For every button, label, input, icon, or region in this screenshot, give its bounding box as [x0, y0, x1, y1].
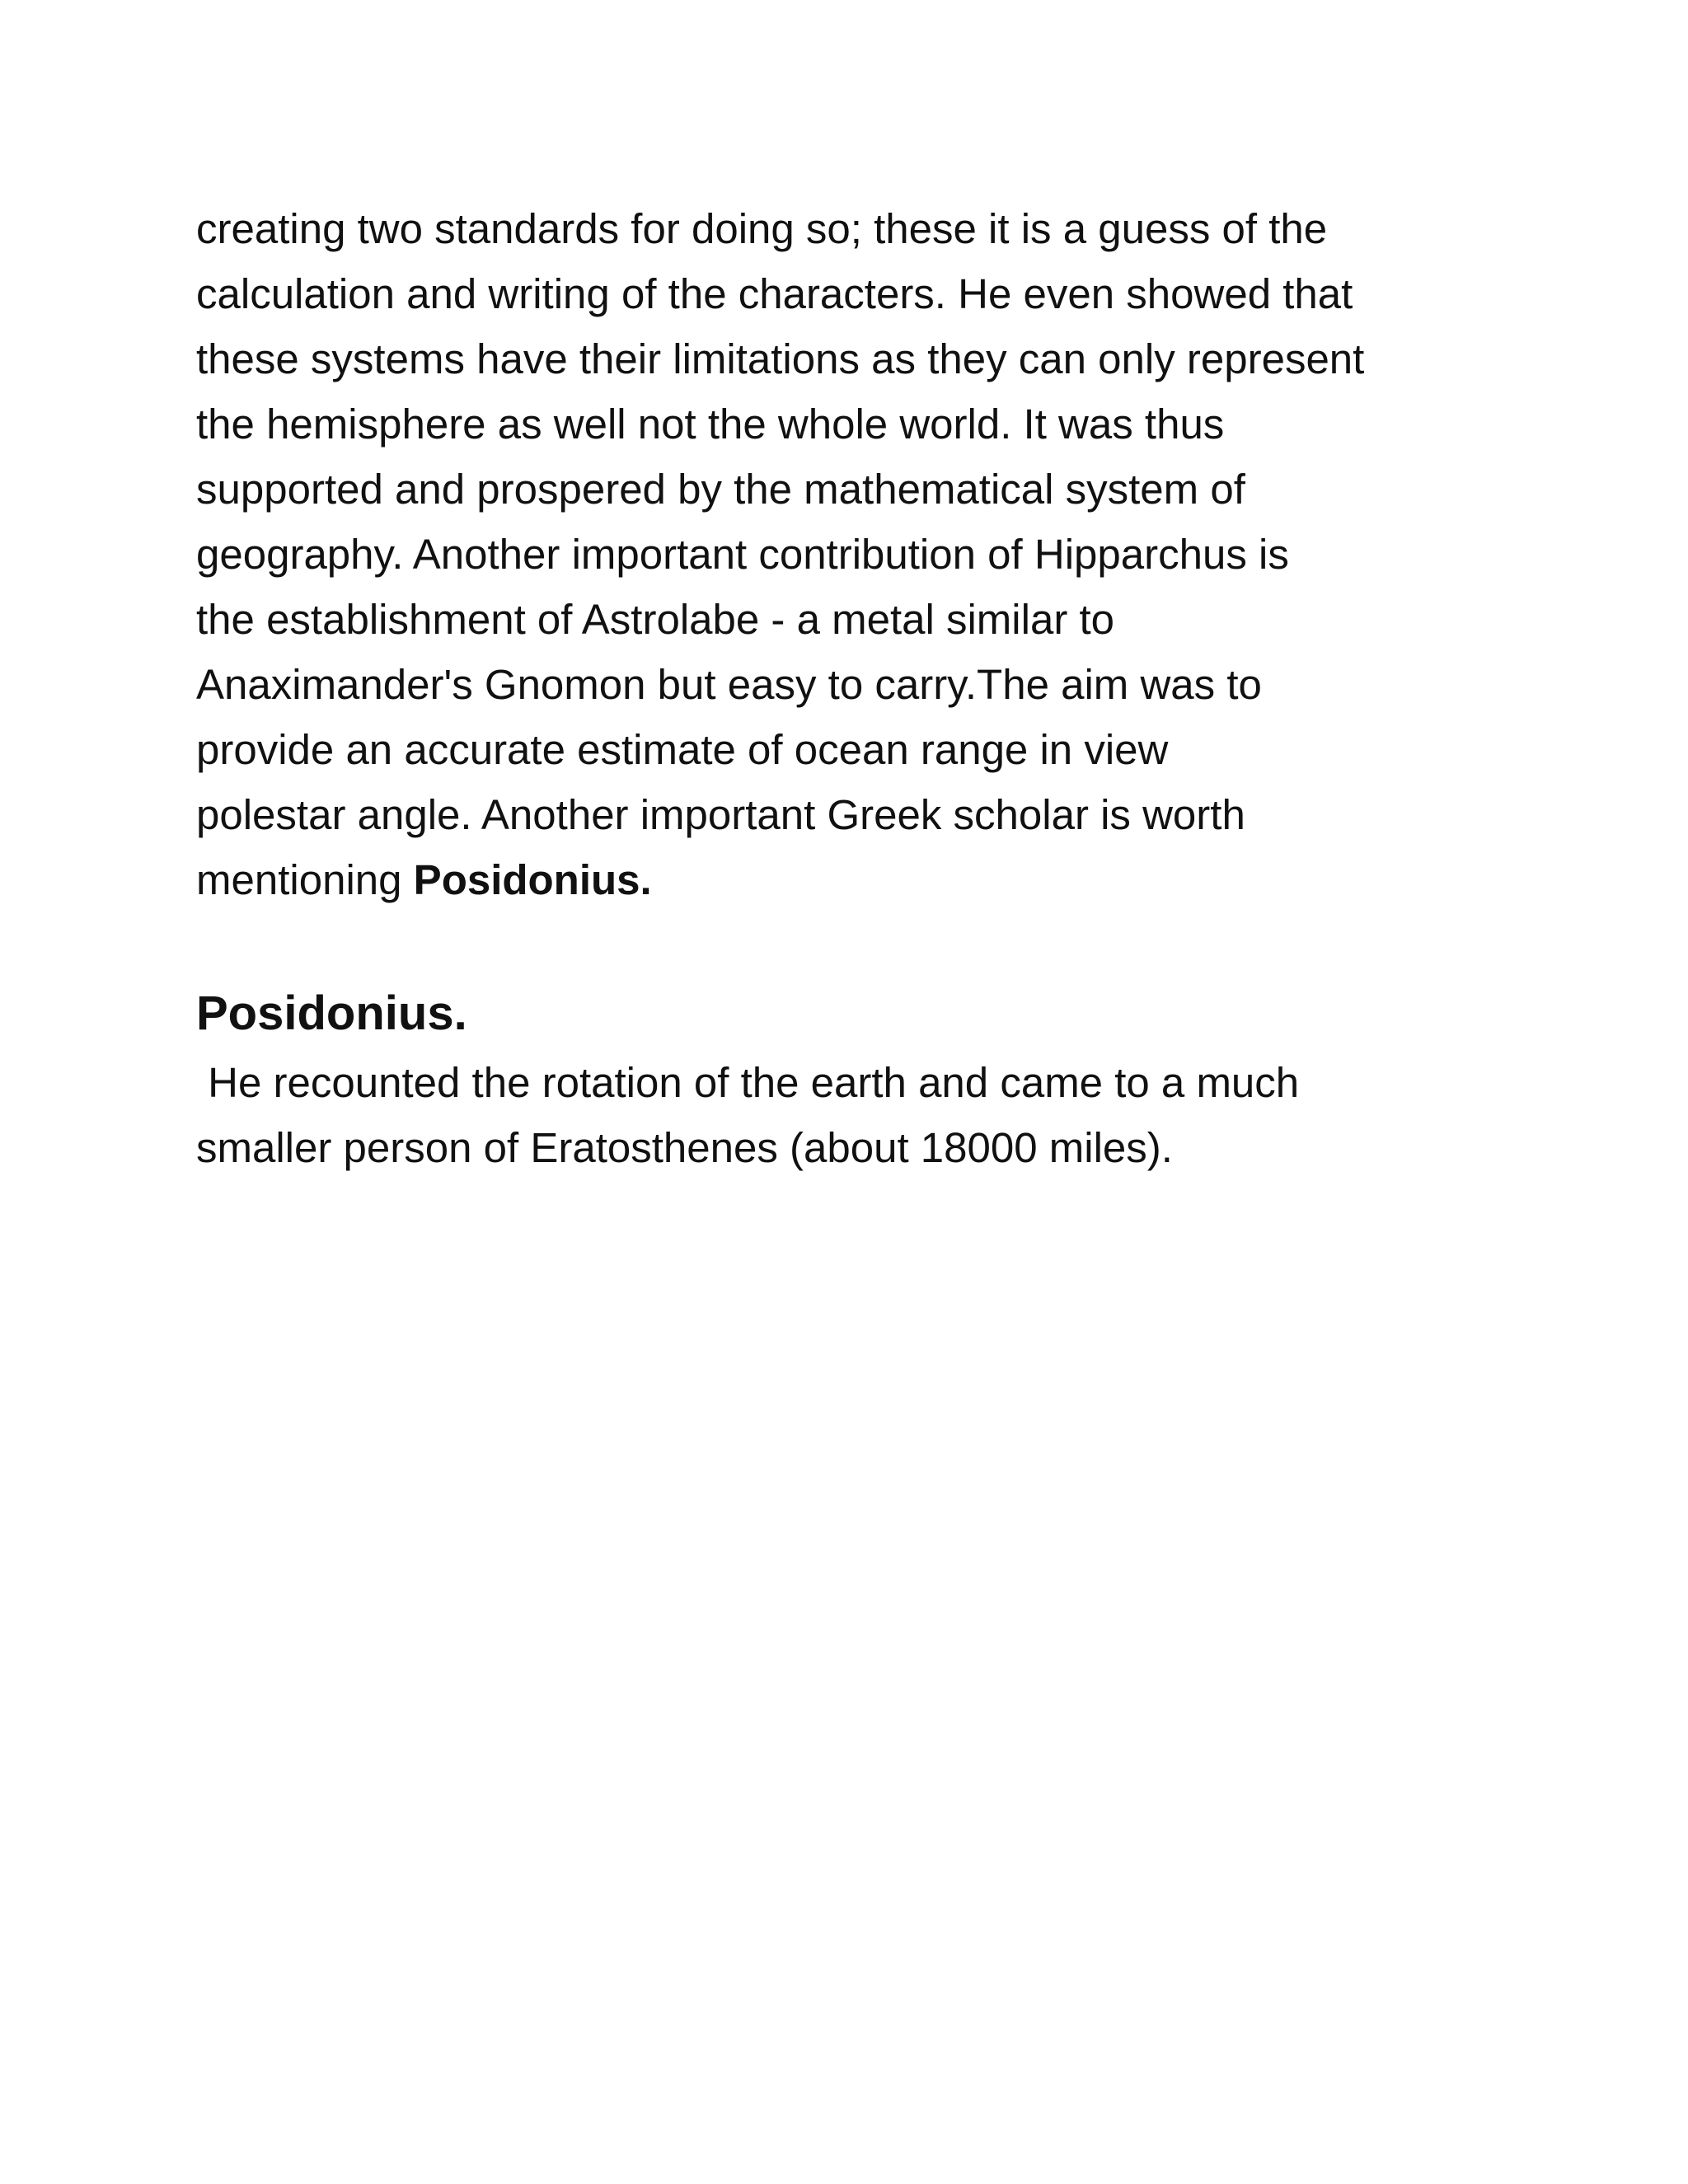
text-line: He recounted the rotation of the earth and came to a much: [196, 1059, 1300, 1106]
text-line: polestar angle. Another important Greek scholar is worth: [196, 791, 1245, 838]
section-heading: Posidonius.: [196, 987, 467, 1040]
text-line: the establishment of Astrolabe - a metal similar to: [196, 596, 1115, 643]
text-line: the hemisphere as well not the whole world. It was thus: [196, 401, 1225, 448]
text-line: Anaximander's Gnomon but easy to carry.The aim was to: [196, 661, 1262, 708]
text-line-last: [196, 847, 1515, 912]
text-line: creating two standards for doing so; these it is a guess of the: [196, 205, 1328, 252]
paragraph-posidonius: [196, 1050, 1515, 1180]
text-fragment: mentioning: [196, 856, 414, 903]
text-line: supported and prospered by the mathematical system of: [196, 466, 1245, 513]
paragraph-hipparchus: [196, 196, 1515, 912]
bold-name: Posidonius.: [413, 856, 652, 903]
text-line: smaller person of Eratosthenes (about 18000 miles).: [196, 1124, 1173, 1171]
text-line: geography. Another important contribution of Hipparchus is: [196, 531, 1289, 578]
text-line: these systems have their limitations as they can only represent: [196, 335, 1365, 382]
text-line: provide an accurate estimate of ocean range in view: [196, 726, 1169, 773]
text-line: calculation and writing of the characters. He even showed that: [196, 270, 1353, 317]
